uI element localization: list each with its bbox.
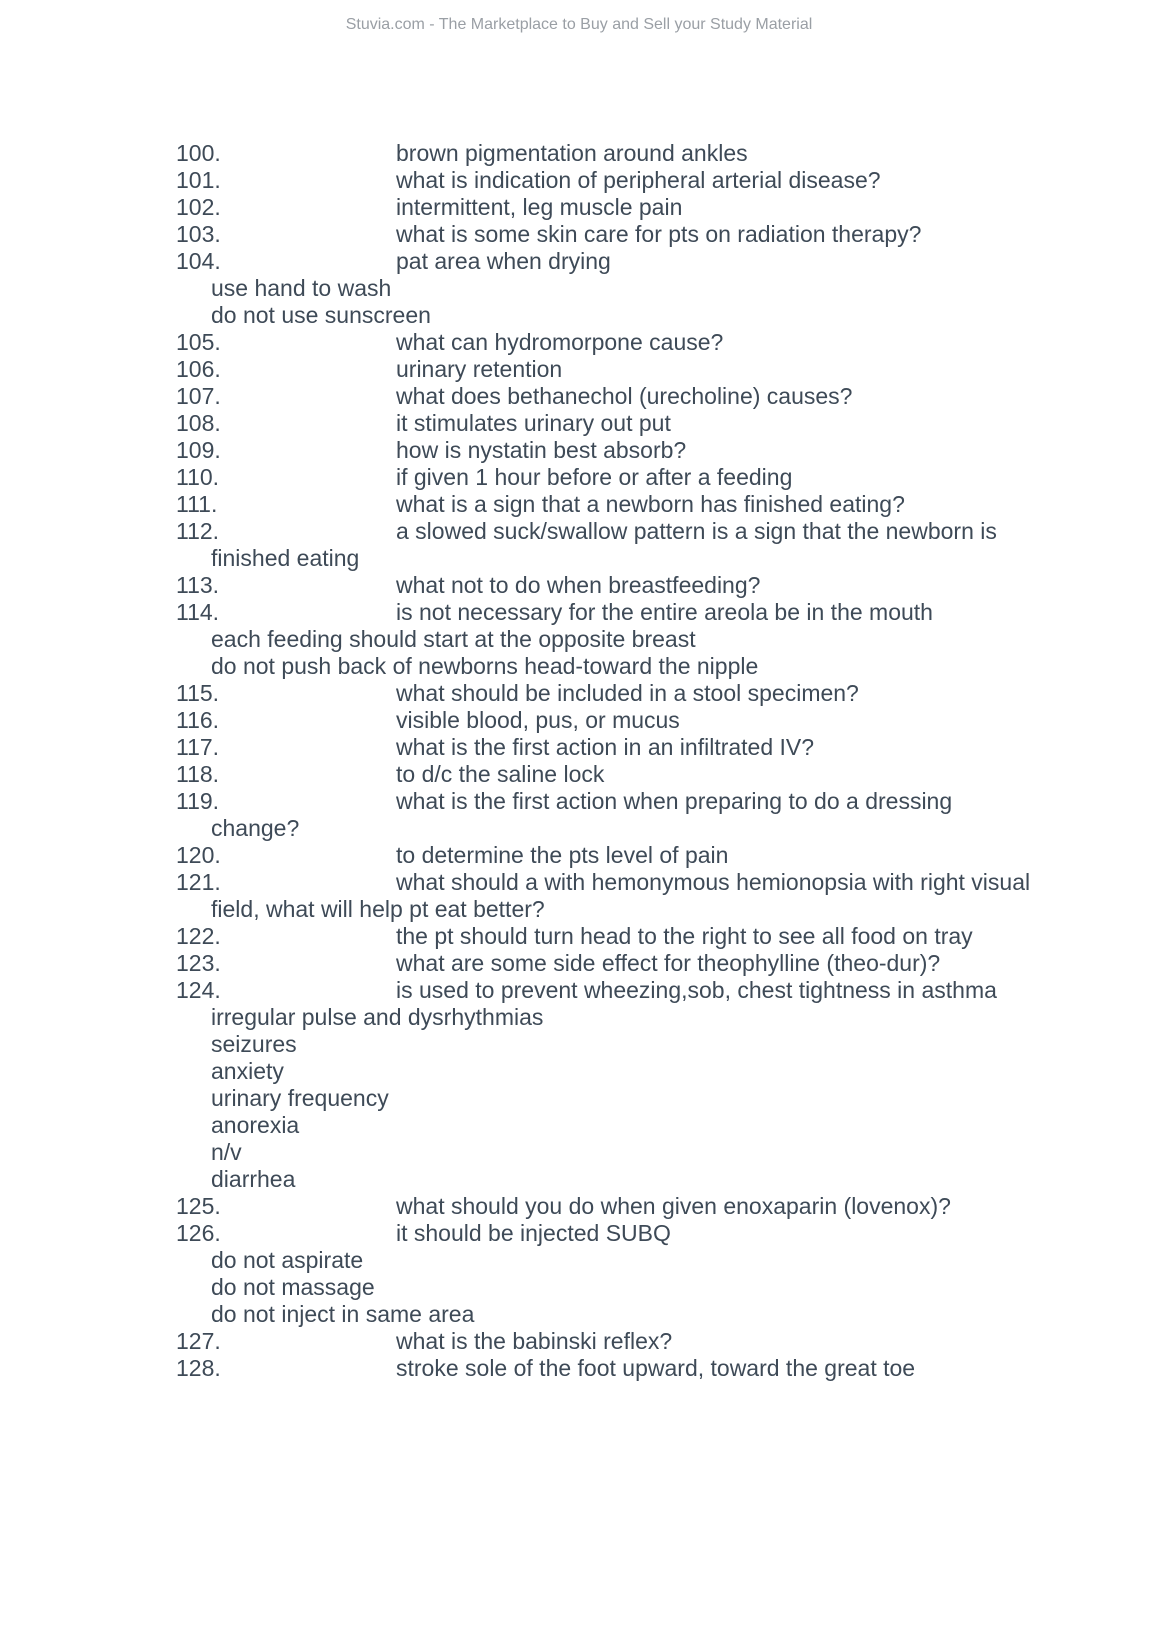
list-item bbox=[176, 734, 1076, 761]
item-number: 113. bbox=[176, 572, 220, 598]
item-number: 111. bbox=[176, 491, 218, 517]
item-text: what is the first action in an infiltrated IV? bbox=[396, 734, 815, 760]
flashcard-list bbox=[176, 140, 1076, 1382]
item-number: 128. bbox=[176, 1355, 221, 1381]
list-item bbox=[176, 329, 1076, 356]
item-text: what is the babinski reflex? bbox=[396, 1328, 673, 1354]
item-number: 107. bbox=[176, 383, 221, 409]
item-text: what are some side effect for theophylline (theo-dur)? bbox=[396, 950, 941, 976]
item-text: what can hydromorpone cause? bbox=[396, 329, 724, 355]
item-text: is not necessary for the entire areola be in the mouth bbox=[396, 599, 933, 625]
item-text: pat area when drying bbox=[396, 248, 611, 274]
item-continuation: field, what will help pt eat better? bbox=[211, 896, 545, 922]
item-number: 112. bbox=[176, 518, 220, 544]
list-item bbox=[176, 248, 1076, 275]
item-text: what should a with hemonymous hemionopsia with right visual bbox=[396, 869, 1031, 895]
item-number: 104. bbox=[176, 248, 221, 274]
list-item bbox=[176, 977, 1076, 1004]
item-text: what should you do when given enoxaparin (lovenox)? bbox=[396, 1193, 951, 1219]
item-text: stroke sole of the foot upward, toward the great toe bbox=[396, 1355, 916, 1381]
list-item bbox=[176, 140, 1076, 167]
item-number: 115. bbox=[176, 680, 220, 706]
list-item bbox=[176, 464, 1076, 491]
item-continuation: change? bbox=[211, 815, 300, 841]
item-continuation: each feeding should start at the opposite breast bbox=[211, 626, 696, 652]
item-continuation: use hand to wash bbox=[211, 275, 392, 301]
item-continuation: do not push back of newborns head-toward the nipple bbox=[211, 653, 759, 679]
list-item bbox=[176, 194, 1076, 221]
item-text: what is a sign that a newborn has finished eating? bbox=[396, 491, 905, 517]
item-number: 126. bbox=[176, 1220, 221, 1246]
list-item bbox=[176, 221, 1076, 248]
list-item bbox=[176, 842, 1076, 869]
item-number: 108. bbox=[176, 410, 221, 436]
item-text: the pt should turn head to the right to see all food on tray bbox=[396, 923, 973, 949]
item-text: what does bethanechol (urecholine) causes? bbox=[396, 383, 853, 409]
item-number: 101. bbox=[176, 167, 221, 193]
list-item bbox=[176, 167, 1076, 194]
item-text: it stimulates urinary out put bbox=[396, 410, 671, 436]
item-text: urinary retention bbox=[396, 356, 563, 382]
item-number: 106. bbox=[176, 356, 221, 382]
item-continuation: urinary frequency bbox=[211, 1085, 389, 1111]
item-continuation: do not use sunscreen bbox=[211, 302, 431, 328]
list-item bbox=[176, 680, 1076, 707]
list-item bbox=[176, 788, 1076, 815]
item-number: 116. bbox=[176, 707, 220, 733]
list-item bbox=[176, 356, 1076, 383]
item-text: a slowed suck/swallow pattern is a sign that the newborn is bbox=[396, 518, 997, 544]
item-text: what is indication of peripheral arterial disease? bbox=[396, 167, 881, 193]
item-text: how is nystatin best absorb? bbox=[396, 437, 687, 463]
item-number: 120. bbox=[176, 842, 221, 868]
item-text: what not to do when breastfeeding? bbox=[396, 572, 761, 598]
item-number: 109. bbox=[176, 437, 221, 463]
list-item bbox=[176, 950, 1076, 977]
item-text: what is some skin care for pts on radiation therapy? bbox=[396, 221, 922, 247]
item-number: 119. bbox=[176, 788, 220, 814]
item-text: visible blood, pus, or mucus bbox=[396, 707, 680, 733]
list-item bbox=[176, 1220, 1076, 1247]
list-item bbox=[176, 1193, 1076, 1220]
item-text: it should be injected SUBQ bbox=[396, 1220, 671, 1246]
item-continuation: do not inject in same area bbox=[211, 1301, 475, 1327]
item-number: 103. bbox=[176, 221, 221, 247]
item-text: intermittent, leg muscle pain bbox=[396, 194, 683, 220]
item-text: to determine the pts level of pain bbox=[396, 842, 729, 868]
item-number: 123. bbox=[176, 950, 221, 976]
item-number: 100. bbox=[176, 140, 221, 166]
item-number: 114. bbox=[176, 599, 220, 625]
item-continuation: do not aspirate bbox=[211, 1247, 364, 1273]
item-continuation: do not massage bbox=[211, 1274, 375, 1300]
item-number: 125. bbox=[176, 1193, 221, 1219]
list-item bbox=[176, 383, 1076, 410]
item-number: 121. bbox=[176, 869, 221, 895]
item-continuation: anorexia bbox=[211, 1112, 300, 1138]
list-item bbox=[176, 491, 1076, 518]
item-number: 127. bbox=[176, 1328, 221, 1354]
item-text: what is the first action when preparing to do a dressing bbox=[396, 788, 953, 814]
item-number: 118. bbox=[176, 761, 220, 787]
list-item bbox=[176, 410, 1076, 437]
item-continuation: seizures bbox=[211, 1031, 297, 1057]
list-item bbox=[176, 1355, 1076, 1382]
list-item bbox=[176, 923, 1076, 950]
item-text: is used to prevent wheezing,sob, chest tightness in asthma bbox=[396, 977, 997, 1003]
item-continuation: n/v bbox=[211, 1139, 242, 1165]
item-text: brown pigmentation around ankles bbox=[396, 140, 748, 166]
item-continuation: finished eating bbox=[211, 545, 360, 571]
item-number: 117. bbox=[176, 734, 220, 760]
item-text: if given 1 hour before or after a feeding bbox=[396, 464, 793, 490]
item-continuation: diarrhea bbox=[211, 1166, 296, 1192]
item-number: 105. bbox=[176, 329, 221, 355]
page-header: Stuvia.com - The Marketplace to Buy and Sell your Study Material bbox=[345, 16, 813, 33]
item-continuation: anxiety bbox=[211, 1058, 284, 1084]
item-text: to d/c the saline lock bbox=[396, 761, 605, 787]
list-item bbox=[176, 761, 1076, 788]
item-continuation: irregular pulse and dysrhythmias bbox=[211, 1004, 544, 1030]
list-item bbox=[176, 437, 1076, 464]
list-item bbox=[176, 518, 1076, 545]
item-number: 122. bbox=[176, 923, 221, 949]
item-number: 124. bbox=[176, 977, 221, 1003]
list-item bbox=[176, 1328, 1076, 1355]
item-number: 102. bbox=[176, 194, 221, 220]
list-item bbox=[176, 869, 1076, 896]
list-item bbox=[176, 599, 1076, 626]
list-item bbox=[176, 572, 1076, 599]
list-item bbox=[176, 707, 1076, 734]
item-number: 110. bbox=[176, 464, 220, 490]
item-text: what should be included in a stool specimen? bbox=[396, 680, 859, 706]
